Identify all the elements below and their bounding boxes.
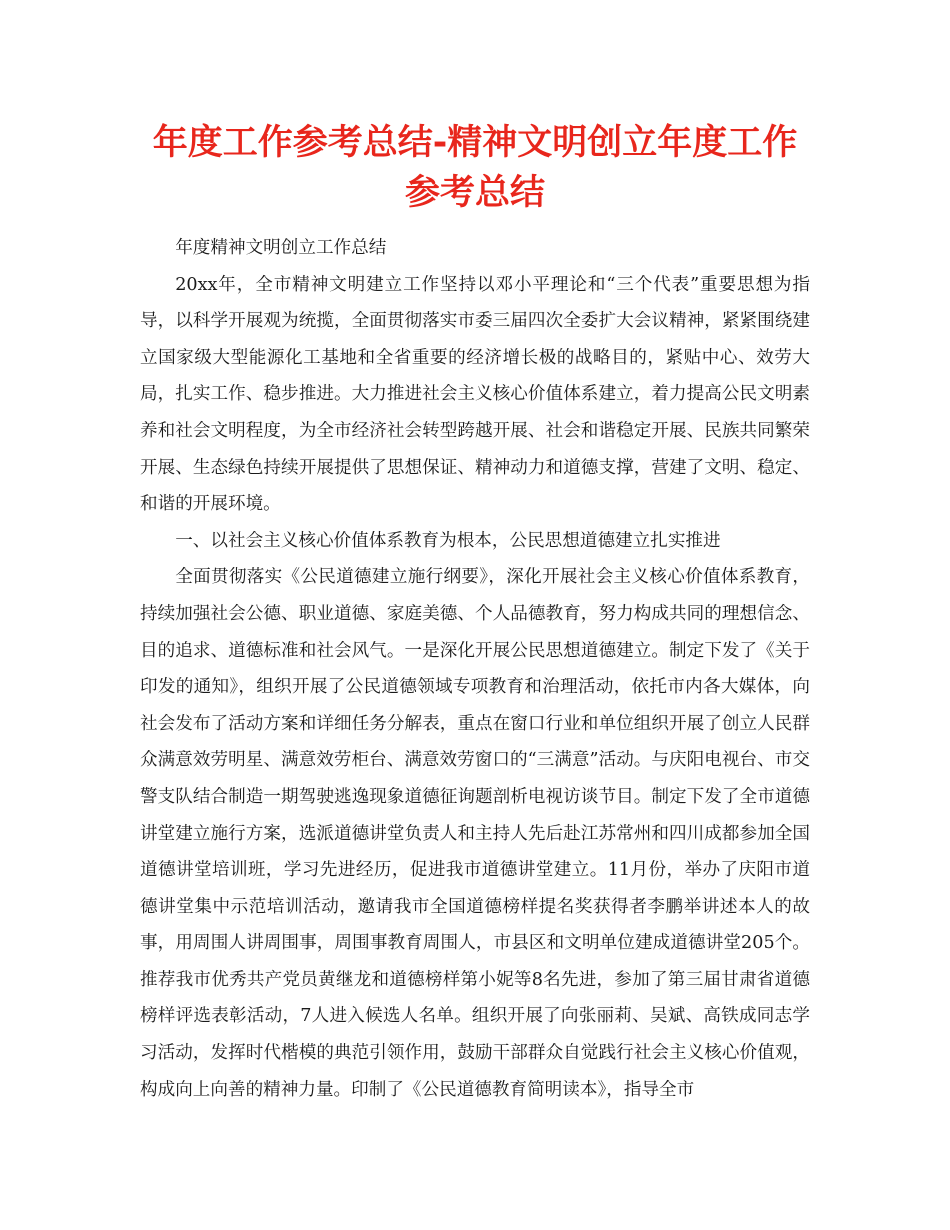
paragraph-subtitle: 年度精神文明创立工作总结 [175,238,387,258]
paragraph-intro: 20xx年，全市精神文明建立工作坚持以邓小平理论和“三个代表”重要思想为指导，以科学开展观为统揽，全面贯彻落实市委三届四次全委扩大会议精神，紧紧围绕建立国家级大型能源化工基地和全省重要的经济增长极的战略目的，紧贴中心、效劳大局，扎实工作、稳步推进。大力推进社会主义核心价值体系建立，着力提高公民文明素养和社会文明程度，为全市经济社会转型跨越开展、社会和谐稳定开展、民族共同繁荣开展、生态绿色持续开展提供了思想保证、精神动力和道德支撑，营建了文明、稳定、和谐的开展环境。 [140,274,810,515]
paragraph-section-1: 全面贯彻落实《公民道德建立施行纲要》，深化开展社会主义核心价值体系教育，持续加强社会公德、职业道德、家庭美德、个人品德教育，努力构成共同的理想信念、目的追求、道德标准和社会风气。一是深化开展公民思想道德建立。制定下发了《关于印发的通知》，组织开展了公民道德领域专项教育和治理活动，依托市内各大媒体，向社会发布了活动方案和详细任务分解表，重点在窗口行业和单位组织开展了创立人民群众满意效劳明星、满意效劳柜台、满意效劳窗口的“三满意”活动。与庆阳电视台、市交警支队结合制造一期驾驶逃逸现象道德征询题剖析电视访谈节目。制定下发了全市道德讲堂建立施行方案，选派道德讲堂负责人和主持人先后赴江苏常州和四川成都参加全国道德讲堂培训班，学习先进经历，促进我市道德讲堂建立。11月份，举办了庆阳市道德讲堂集中示范培训活动，邀请我市全国道德榜样提名奖获得者李鹏举讲述本人的故事，用周围人讲周围事，周围事教育周围人，市县区和文明单位建成道德讲堂205个。推荐我市优秀共产党员黄继龙和道德榜样第小妮等8名先进，参加了第三届甘肃省道德榜样评选表彰活动，7人进入候选人名单。组织开展了向张丽莉、吴斌、高铁成同志学习活动，发挥时代楷模的典范引领作用，鼓励干部群众自觉践行社会主义核心价值观，构成向上向善的精神力量。印制了《公民道德教育简明读本》，指导全市 [140,567,810,1100]
document-title: 年度工作参考总结-精神文明创立年度工作参考总结 [152,123,798,213]
document-body [140,230,810,1108]
section-heading-1: 一、以社会主义核心价值体系教育为根本，公民思想道德建立扎实推进 [175,530,721,551]
